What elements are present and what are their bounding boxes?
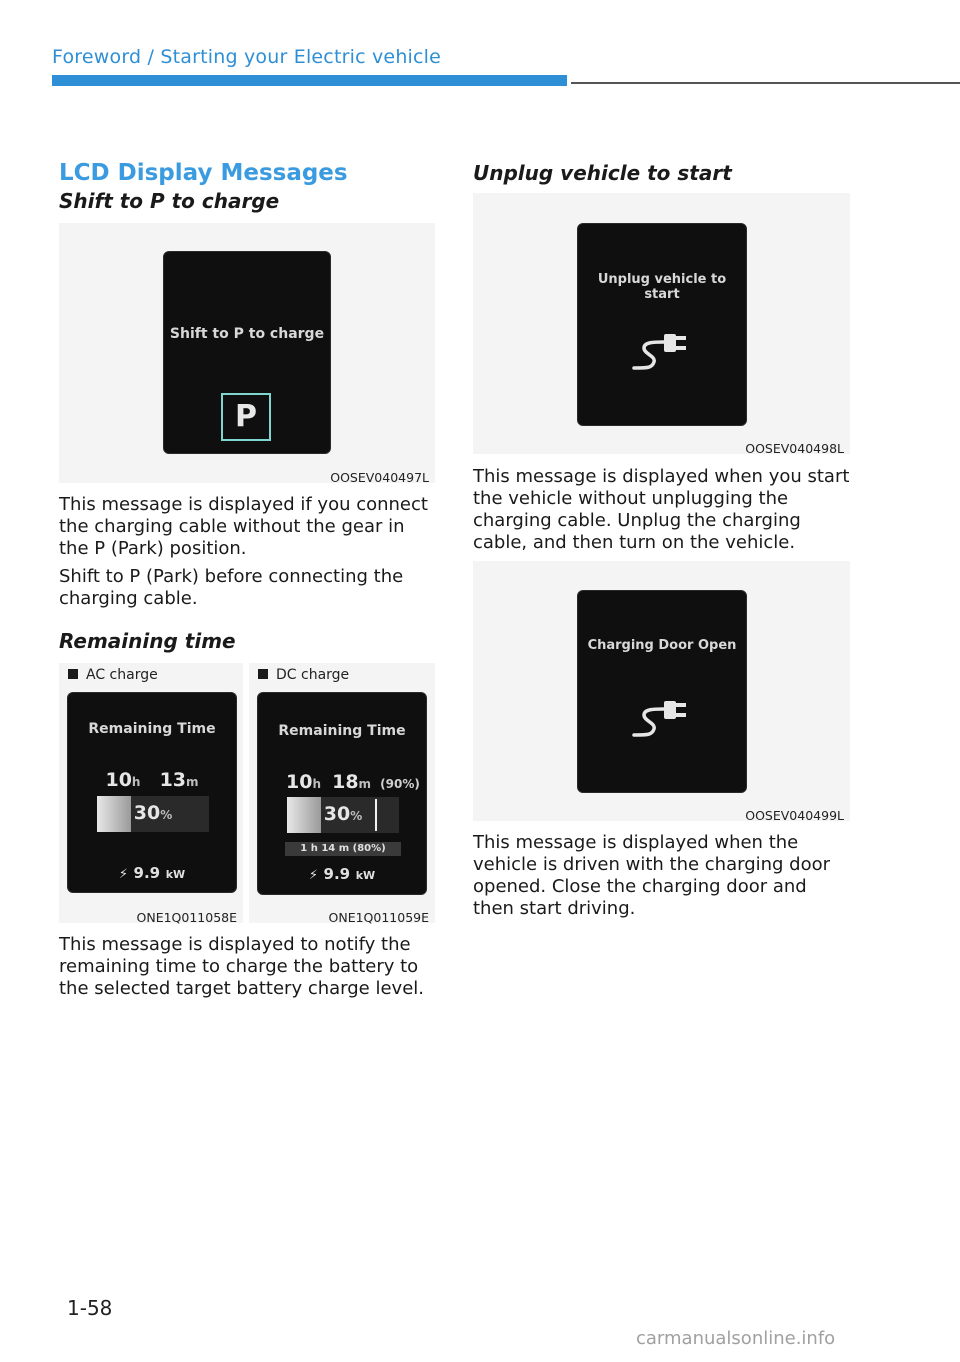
paragraph-unplug: This message is displayed when you start the vehicle without unplugging the charging cable. Unplug the charging cable, and then turn on the vehicle. [473, 466, 850, 553]
figure-code-ac: ONE1Q011058E [136, 910, 237, 925]
battery-bar-ac [97, 796, 209, 832]
paragraph-door: This message is displayed when the vehicle is driven with the charging door opened. Close the charging door and then start driving. [473, 832, 831, 919]
heading-remaining-time: Remaining time [59, 629, 236, 653]
bolt-icon: ⚡ [308, 868, 318, 883]
remaining-time-dc [286, 771, 420, 793]
paragraph-remaining: This message is displayed to notify the remaining time to charge the battery to the selected target battery charge level. [59, 934, 425, 999]
caption-dc-label: DC charge [276, 667, 350, 683]
caption-dc [258, 667, 349, 683]
percent-value: 30 [133, 802, 161, 824]
screen-title-ac: Remaining Time [88, 721, 216, 737]
hours-unit: h [131, 775, 141, 789]
battery-percent-dc [287, 803, 399, 825]
heading-unplug: Unplug vehicle to start [473, 161, 732, 185]
power-value: 9.9 [133, 864, 161, 882]
lcd-screen-ac [67, 692, 237, 893]
figure-shift-to-p [59, 223, 435, 483]
minutes-value: 13 [159, 769, 187, 791]
bullet-square-icon [258, 669, 268, 679]
hours-value: 10 [105, 769, 132, 791]
figure-code: OOSEV040497L [330, 470, 429, 485]
lcd-screen-door [577, 590, 747, 793]
minutes-unit: m [186, 775, 199, 789]
caption-ac [68, 667, 158, 683]
power-readout-ac [68, 863, 236, 882]
section-title: LCD Display Messages [59, 160, 348, 186]
gear-p-indicator: P [221, 393, 271, 441]
paragraph-shift [59, 494, 439, 610]
bullet-square-icon [68, 669, 78, 679]
screen-message-unplug: Unplug vehicle to start [597, 272, 727, 302]
plug-icon [630, 324, 696, 374]
power-value: 9.9 [323, 865, 351, 883]
paragraph-shift-2: Shift to P (Park) before connecting the charging cable. [59, 566, 404, 609]
paragraph-shift-1: This message is displayed if you connect the charging cable without the gear in the P (Park) position. [59, 494, 428, 559]
lcd-screen-dc [257, 692, 427, 895]
figure-code-dc: ONE1Q011059E [328, 910, 429, 925]
figure-code-door: OOSEV040499L [745, 808, 844, 823]
header-accent-bar [52, 75, 567, 86]
sub-time-dc: 1 h 14 m (80%) [285, 842, 401, 856]
percent-unit: % [160, 808, 173, 822]
lcd-screen-unplug [577, 223, 747, 426]
plug-icon [630, 691, 696, 741]
caption-ac-label: AC charge [86, 667, 158, 683]
hours-unit: h [312, 777, 321, 791]
screen-message-door: Charging Door Open [587, 638, 737, 653]
screen-message-shift: Shift to P to charge [169, 326, 325, 342]
breadcrumb: Foreword / Starting your Electric vehicle [52, 46, 442, 68]
battery-bar-dc [287, 797, 399, 833]
figure-code-unplug: OOSEV040498L [745, 441, 844, 456]
screen-title-dc: Remaining Time [278, 723, 406, 739]
battery-percent-ac [97, 802, 209, 824]
figure-ac-charge [59, 663, 243, 923]
hours-value: 10 [286, 771, 313, 793]
figure-unplug [473, 193, 850, 454]
target-level: (90%) [380, 777, 420, 791]
minutes-value: 18 [332, 771, 359, 793]
power-readout-dc [258, 864, 426, 883]
watermark: carmanualsonline.info [636, 1328, 836, 1349]
figure-door-open [473, 561, 850, 821]
remaining-time-ac [68, 769, 236, 791]
lcd-screen-shift [163, 251, 331, 454]
figure-dc-charge [249, 663, 435, 923]
minutes-unit: m [358, 777, 372, 791]
header-rule [571, 82, 960, 84]
bolt-icon: ⚡ [118, 867, 128, 882]
heading-shift-to-p: Shift to P to charge [59, 189, 280, 213]
target-marker [375, 799, 377, 831]
page-number: 1-58 [67, 1296, 113, 1320]
power-unit: kW [165, 868, 186, 881]
percent-value: 30 [323, 803, 351, 825]
power-unit: kW [355, 869, 376, 882]
percent-unit: % [350, 809, 363, 823]
